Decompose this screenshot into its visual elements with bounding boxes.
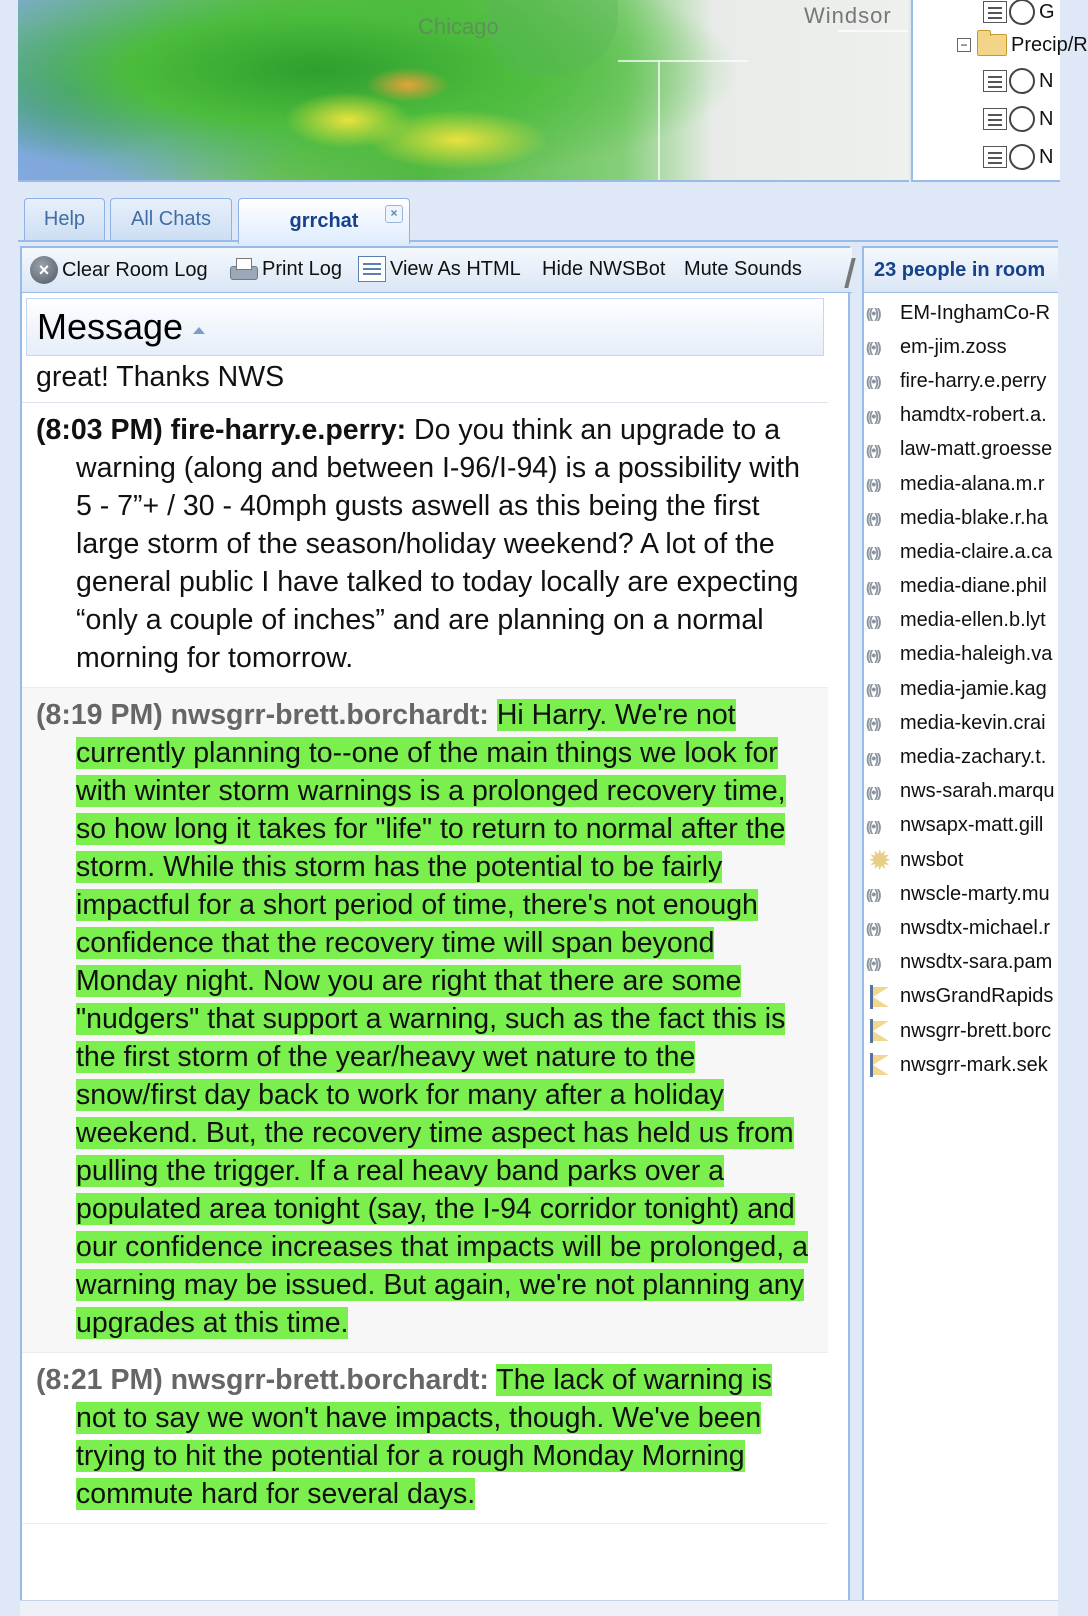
- roster-name: em-jim.zoss: [900, 335, 1007, 358]
- chat-message: [22, 688, 828, 1353]
- roster-item[interactable]: [864, 843, 1055, 877]
- legend-icon: [983, 146, 1007, 168]
- map-city-label: Windsor: [804, 3, 892, 28]
- tree-layer-row[interactable]: [983, 0, 1055, 29]
- message-author[interactable]: fire-harry.e.perry:: [170, 414, 407, 446]
- layer-radio[interactable]: [1009, 144, 1035, 170]
- signal-icon: [866, 609, 896, 633]
- chat-message: [22, 1353, 828, 1524]
- tree-layer-row[interactable]: [983, 140, 1053, 174]
- roster-name: media-claire.a.ca: [900, 540, 1053, 563]
- view-as-html-button[interactable]: [358, 256, 521, 282]
- map-road: [618, 60, 748, 62]
- roster-name: hamdtx-robert.a.: [900, 404, 1047, 427]
- map-city-label: Chicago: [418, 14, 499, 39]
- roster-name: media-diane.phil: [900, 575, 1047, 598]
- flag-icon: [866, 1019, 896, 1043]
- layer-label: G: [1039, 0, 1055, 23]
- tab-label: grrchat: [289, 210, 359, 232]
- roster-item[interactable]: [864, 535, 1055, 569]
- sort-ascending-icon: [193, 327, 205, 334]
- message-author[interactable]: nwsgrr-brett.borchardt:: [170, 699, 489, 731]
- roster-item[interactable]: [864, 672, 1055, 706]
- roster-name: law-matt.groesse: [900, 438, 1053, 461]
- signal-icon: [866, 677, 896, 701]
- tab-label: All Chats: [130, 208, 212, 230]
- chat-message: [22, 403, 828, 688]
- message-text-highlighted: The lack of warning is not to say we won't have impacts, though. We've been trying to hit the potential for a rough Monday Morning commute hard for several days.: [76, 1364, 772, 1510]
- flag-icon: [866, 1053, 896, 1077]
- legend-icon: [983, 70, 1007, 92]
- tree-layer-row[interactable]: [983, 102, 1053, 136]
- print-log-label: Print Log: [262, 257, 343, 280]
- roster-item[interactable]: [864, 399, 1055, 433]
- layer-radio[interactable]: [1009, 68, 1035, 94]
- roster-list[interactable]: [864, 296, 1055, 1082]
- signal-icon: [866, 438, 896, 462]
- roster-item[interactable]: [864, 467, 1055, 501]
- tree-layer-row[interactable]: [983, 64, 1053, 98]
- printer-icon: [228, 256, 258, 282]
- roster-header: 23 people in room: [864, 248, 1058, 293]
- roster-item[interactable]: [864, 638, 1055, 672]
- layer-label: N: [1039, 69, 1054, 92]
- roster-item[interactable]: [864, 809, 1055, 843]
- roster-name: media-alana.m.r: [900, 472, 1045, 495]
- tab-bar: [18, 190, 1058, 242]
- layer-radio[interactable]: [1009, 0, 1035, 25]
- roster-name: nws-sarah.marqu: [900, 780, 1055, 803]
- layer-tree[interactable]: [911, 0, 1088, 182]
- tab-grrchat[interactable]: [238, 198, 410, 244]
- signal-icon: [866, 916, 896, 940]
- message-log[interactable]: [22, 358, 828, 1613]
- signal-icon: [866, 506, 896, 530]
- signal-icon: [866, 951, 896, 975]
- roster-name: fire-harry.e.perry: [900, 369, 1047, 392]
- clear-room-log-label: Clear Room Log: [62, 258, 208, 281]
- roster-item[interactable]: [864, 501, 1055, 535]
- signal-icon: [866, 540, 896, 564]
- roster-item[interactable]: [864, 570, 1055, 604]
- roster-item[interactable]: [864, 296, 1055, 330]
- message-column-header[interactable]: [26, 298, 824, 356]
- signal-icon: [866, 369, 896, 393]
- roster-name: EM-InghamCo-R: [900, 301, 1051, 324]
- mute-sounds-button[interactable]: [684, 258, 802, 281]
- roster-item[interactable]: [864, 946, 1055, 980]
- radar-map[interactable]: [18, 0, 909, 182]
- roster-name: nwsgrr-mark.sek: [900, 1053, 1048, 1076]
- layer-label: N: [1039, 145, 1054, 168]
- roster-name: nwsapx-matt.gill: [900, 814, 1044, 837]
- message-author[interactable]: nwsgrr-brett.borchardt:: [170, 1364, 489, 1396]
- bottom-bar: [20, 1600, 1058, 1616]
- tree-folder-row[interactable]: [957, 28, 1088, 62]
- roster-item[interactable]: [864, 706, 1055, 740]
- legend-icon: [983, 1, 1007, 23]
- roster-item[interactable]: [864, 1014, 1055, 1048]
- signal-icon: [866, 575, 896, 599]
- roster-name: media-blake.r.ha: [900, 506, 1048, 529]
- chat-message: [22, 358, 828, 403]
- roster-name: nwscle-marty.mu: [900, 882, 1050, 905]
- hide-nwsbot-button[interactable]: [542, 258, 665, 281]
- signal-icon: [866, 882, 896, 906]
- roster-item[interactable]: [864, 911, 1055, 945]
- roster-name: nwsgrr-brett.borc: [900, 1019, 1052, 1042]
- roster-name: nwsdtx-sara.pam: [900, 951, 1053, 974]
- print-log-button[interactable]: [228, 256, 342, 282]
- roster-item[interactable]: [864, 740, 1055, 774]
- layer-label: N: [1039, 107, 1054, 130]
- clear-icon: ×: [30, 256, 58, 284]
- roster-name: media-ellen.b.lyt: [900, 609, 1046, 632]
- roster-item[interactable]: [864, 980, 1055, 1014]
- close-icon[interactable]: ×: [385, 205, 403, 223]
- message-timestamp: (8:03 PM): [36, 414, 163, 446]
- message-text: Do you think an upgrade to a warning (along and between I-96/I-94) is a possibility with 5 - 7”+ / 30 - 40mph gusts aswell as this being the first large storm of the season/holiday weekend? A lot of the general public I have talked to today locally are expecting “only a couple of inches” and are planning on a normal morning for tomorrow.: [76, 414, 800, 674]
- roster-item[interactable]: [864, 364, 1055, 398]
- signal-icon: [866, 404, 896, 428]
- map-road: [838, 30, 908, 32]
- roster-name: nwsbot: [900, 848, 964, 871]
- roster-item[interactable]: [864, 877, 1055, 911]
- mute-sounds-label: Mute Sounds: [684, 258, 802, 280]
- folder-icon: [977, 34, 1007, 56]
- message-text-highlighted: Hi Harry. We're not currently planning to--one of the main things we look for with winter storm warnings is a prolonged recovery time, so how long it takes for "life" to return to normal after the storm. While this storm has the potential to be fairly impactful for a short period of time, there's not enough confidence that the recovery time will span beyond Monday night. Now you are right that there are some "nudgers" that support a warning, such as the fact this is the first storm of the year/heavy wet nature to the snow/first day back to work for many after a holiday weekend. But, the recovery time aspect has held us from pulling the trigger. If a real heavy band parks over a populated area tonight (say, the I-94 corridor tonight) and our confidence increases that impacts will be prolonged, a warning may be issued. But again, we're not planning any upgrades at this time.: [76, 699, 808, 1339]
- signal-icon: [866, 746, 896, 770]
- collapse-icon[interactable]: −: [957, 38, 971, 52]
- signal-icon: [866, 301, 896, 325]
- tab-all-chats[interactable]: [110, 198, 232, 240]
- hide-nwsbot-label: Hide NWSBot: [542, 258, 666, 280]
- roster-name: media-jamie.kag: [900, 677, 1047, 700]
- bot-icon: [866, 848, 896, 872]
- tab-help[interactable]: [24, 198, 105, 240]
- map-road: [658, 60, 660, 180]
- view-as-html-label: View As HTML: [390, 257, 521, 280]
- signal-icon: [866, 780, 896, 804]
- roster-panel: [862, 246, 1058, 1611]
- message-timestamp: (8:21 PM): [36, 1364, 163, 1396]
- tab-label: Help: [43, 208, 86, 230]
- roster-name: nwsGrandRapids: [900, 985, 1054, 1008]
- roster-item[interactable]: [864, 330, 1055, 364]
- message-text: great! Thanks NWS: [36, 361, 285, 393]
- layer-radio[interactable]: [1009, 106, 1035, 132]
- signal-icon: [866, 711, 896, 735]
- legend-icon: [983, 108, 1007, 130]
- chat-toolbar: [22, 248, 852, 293]
- roster-name: nwsdtx-michael.r: [900, 916, 1051, 939]
- clear-room-log-button[interactable]: [30, 256, 208, 284]
- map-lake-shape: [488, 0, 618, 75]
- signal-icon: [866, 643, 896, 667]
- flag-icon: [866, 985, 896, 1009]
- html-view-icon: [358, 256, 386, 282]
- signal-icon: [866, 814, 896, 838]
- roster-name: media-kevin.crai: [900, 711, 1046, 734]
- chat-panel: [20, 246, 850, 1611]
- message-timestamp: (8:19 PM): [36, 699, 163, 731]
- roster-name: media-haleigh.va: [900, 643, 1053, 666]
- folder-label: Precip/R: [1011, 33, 1088, 56]
- roster-item[interactable]: [864, 775, 1055, 809]
- roster-name: media-zachary.t.: [900, 746, 1047, 769]
- message-column-title: Message: [37, 306, 184, 347]
- signal-icon: [866, 335, 896, 359]
- roster-item[interactable]: [864, 1048, 1055, 1082]
- roster-item[interactable]: [864, 604, 1055, 638]
- roster-item[interactable]: [864, 433, 1055, 467]
- signal-icon: [866, 472, 896, 496]
